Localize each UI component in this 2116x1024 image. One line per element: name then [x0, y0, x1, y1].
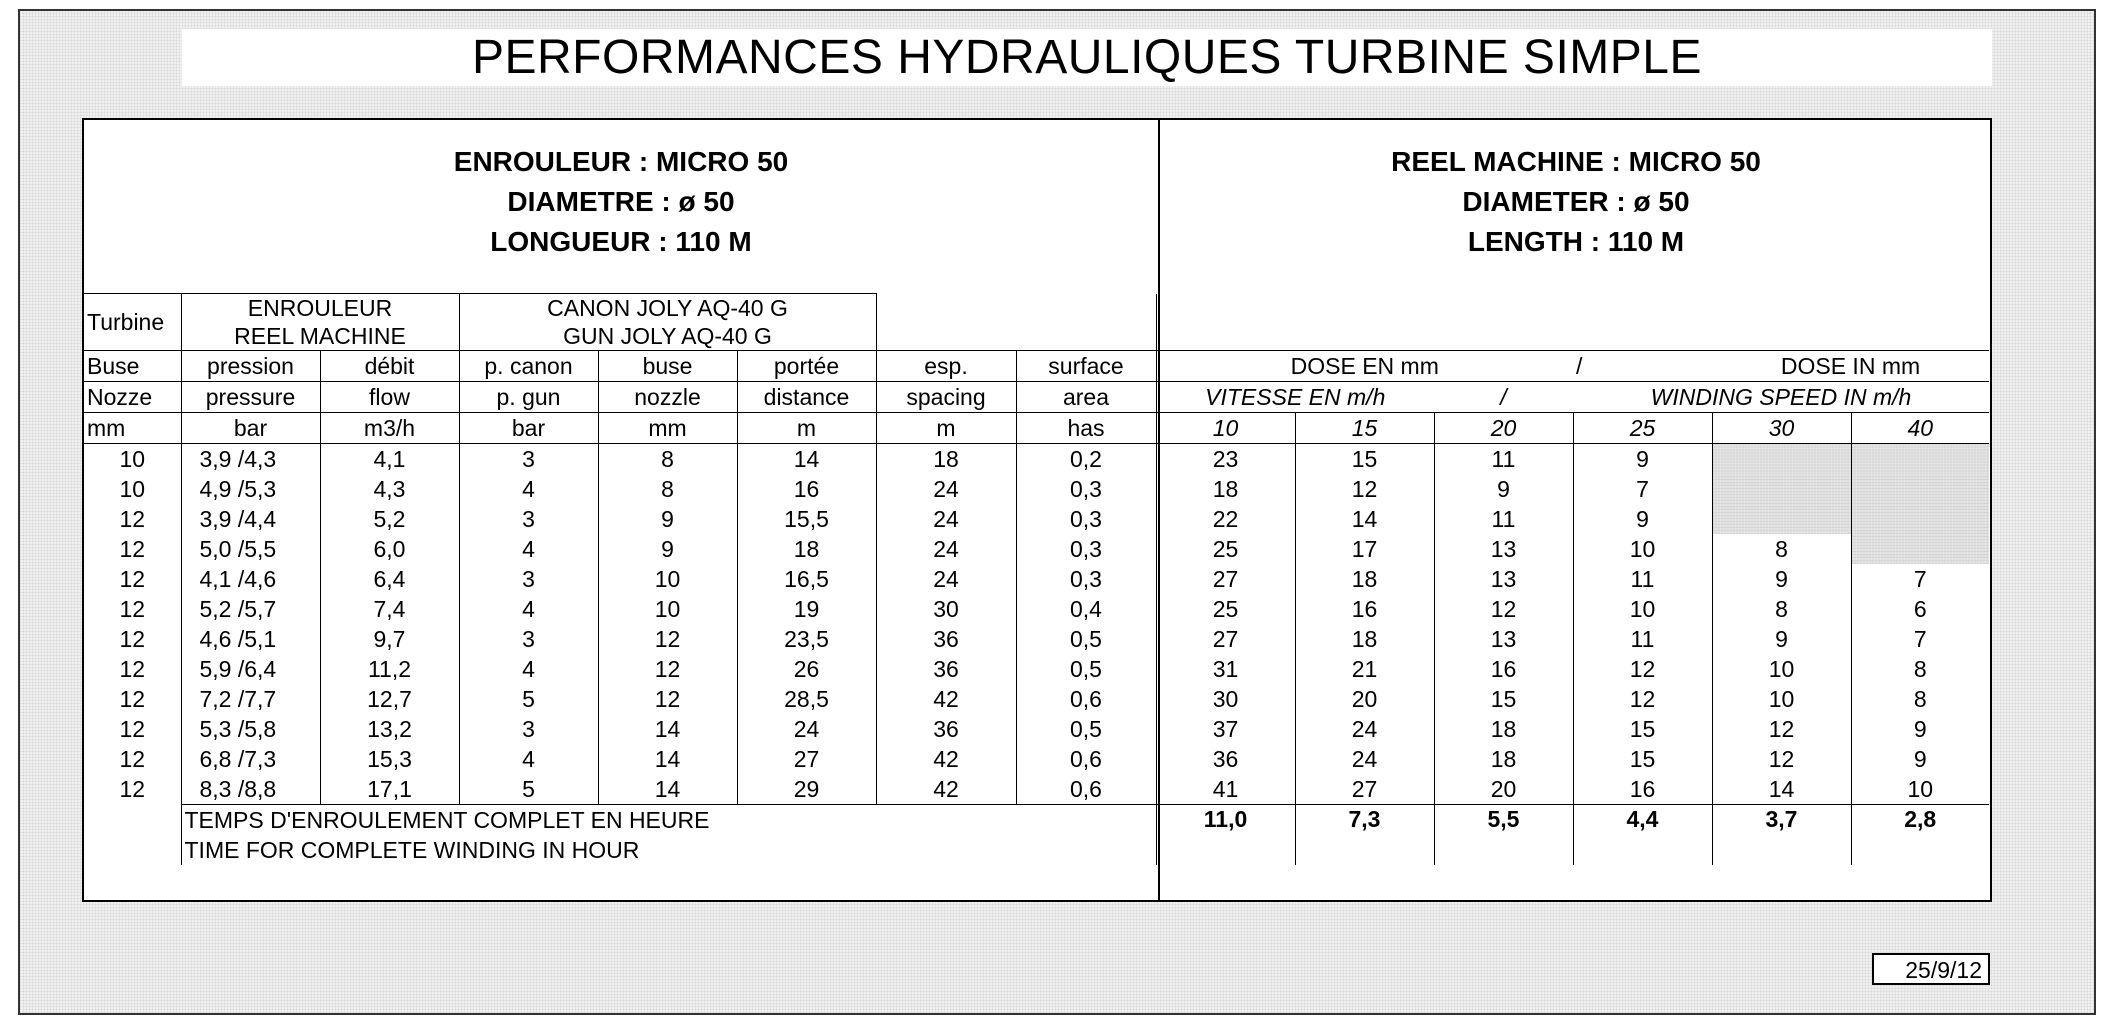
table-cell: 9 — [1851, 714, 1989, 744]
table-cell: 4,3 — [320, 474, 459, 504]
table-row — [84, 654, 1989, 684]
table-cell: 22 — [1156, 504, 1295, 534]
table-cell: 0,3 — [1016, 564, 1156, 594]
unit-gun-nozzle: mm — [598, 413, 737, 444]
group-reel-fr: ENROULEUR — [247, 295, 393, 321]
table-cell: 25 — [1156, 594, 1295, 624]
table-cell: 10 — [84, 444, 181, 475]
group-reel — [181, 294, 459, 351]
table-cell: 0,6 — [1016, 744, 1156, 774]
table-cell: 4 — [459, 534, 598, 564]
units-row — [84, 413, 1989, 444]
table-row — [84, 774, 1989, 805]
table-cell: 21 — [1295, 654, 1434, 684]
table-cell — [1851, 504, 1989, 534]
table-cell: 7 — [1573, 474, 1712, 504]
table-cell — [1712, 444, 1851, 475]
table-cell: 11 — [1573, 624, 1712, 654]
table-cell: 14 — [737, 444, 876, 475]
table-cell: 16 — [1573, 774, 1712, 805]
table-cell: 11 — [1434, 444, 1573, 475]
table-cell: 4,1 — [320, 444, 459, 475]
speed-15: 15 — [1295, 413, 1434, 444]
table-cell: 10 — [1573, 594, 1712, 624]
table-cell: 12 — [84, 594, 181, 624]
speed-30: 30 — [1712, 413, 1851, 444]
dose-en: DOSE IN mm — [1712, 351, 1989, 382]
header-english — [1160, 120, 1992, 292]
dose-fr: DOSE EN mm — [1156, 351, 1573, 382]
footer-fr: TEMPS D'ENROULEMENT COMPLET EN HEURE — [181, 805, 1156, 836]
table-cell: 15 — [1295, 444, 1434, 475]
table-cell: 16 — [1434, 654, 1573, 684]
table-cell: 0,5 — [1016, 624, 1156, 654]
table-row — [84, 744, 1989, 774]
table-cell: 6,8 /7,3 — [181, 744, 320, 774]
group-gun-en: GUN JOLY AQ-40 G — [563, 323, 772, 349]
table-cell: 0,6 — [1016, 774, 1156, 805]
table-row — [84, 444, 1989, 475]
table-cell: 16,5 — [737, 564, 876, 594]
table-cell: 9 — [1573, 444, 1712, 475]
table-cell: 3 — [459, 504, 598, 534]
table-cell: 9 — [1573, 504, 1712, 534]
table-cell: 12 — [84, 504, 181, 534]
table-row — [84, 474, 1989, 504]
table-cell: 15,5 — [737, 504, 876, 534]
footer-en: TIME FOR COMPLETE WINDING IN HOUR — [181, 835, 1156, 865]
table-cell: 24 — [876, 474, 1016, 504]
table-cell: 23,5 — [737, 624, 876, 654]
header-fr-diameter: DIAMETRE : ø 50 — [507, 186, 735, 217]
table-cell: 36 — [876, 654, 1016, 684]
table-cell: 24 — [876, 534, 1016, 564]
table-cell: 12 — [1573, 654, 1712, 684]
table-cell: 13 — [1434, 564, 1573, 594]
table-cell: 0,3 — [1016, 534, 1156, 564]
table-cell: 10 — [84, 474, 181, 504]
table-cell: 24 — [876, 564, 1016, 594]
table-cell: 12 — [1295, 474, 1434, 504]
time-10: 11,0 — [1156, 805, 1295, 866]
table-cell: 3 — [459, 444, 598, 475]
table-cell: 8 — [1851, 654, 1989, 684]
table-cell: 12 — [1712, 714, 1851, 744]
group-gun — [459, 294, 876, 351]
table-row — [84, 594, 1989, 624]
table-cell: 9 — [1712, 564, 1851, 594]
table-cell: 4,6 /5,1 — [181, 624, 320, 654]
table-cell: 18 — [1434, 744, 1573, 774]
page-title: PERFORMANCES HYDRAULIQUES TURBINE SIMPLE — [182, 29, 1992, 86]
table-cell: 0,3 — [1016, 504, 1156, 534]
table-cell: 3 — [459, 564, 598, 594]
table-cell: 41 — [1156, 774, 1295, 805]
table-cell: 5,2 — [320, 504, 459, 534]
table-cell: 19 — [737, 594, 876, 624]
table-row — [84, 564, 1989, 594]
time-20: 5,5 — [1434, 805, 1573, 866]
table-row — [84, 534, 1989, 564]
table-cell: 7,4 — [320, 594, 459, 624]
time-15: 7,3 — [1295, 805, 1434, 866]
table-cell: 20 — [1295, 684, 1434, 714]
unit-distance: m — [737, 413, 876, 444]
table-cell: 24 — [876, 504, 1016, 534]
column-header-en-row — [84, 382, 1989, 413]
table-cell: 16 — [1295, 594, 1434, 624]
col-fr-gun-nozzle: buse — [598, 351, 737, 382]
table-cell: 8 — [1712, 594, 1851, 624]
table-cell: 13,2 — [320, 714, 459, 744]
table-cell: 27 — [737, 744, 876, 774]
table-cell: 5,2 /5,7 — [181, 594, 320, 624]
table-cell: 10 — [1573, 534, 1712, 564]
table-cell: 12 — [84, 534, 181, 564]
table-cell: 18 — [737, 534, 876, 564]
table-cell — [1851, 474, 1989, 504]
data-rows — [84, 444, 1989, 805]
table-row — [84, 504, 1989, 534]
table-cell: 12 — [1712, 744, 1851, 774]
time-25: 4,4 — [1573, 805, 1712, 866]
table-cell: 9 — [1851, 744, 1989, 774]
table-cell: 3,9 /4,3 — [181, 444, 320, 475]
col-en-distance: distance — [737, 382, 876, 413]
performance-table — [84, 293, 1989, 865]
table-cell: 5 — [459, 684, 598, 714]
header-en-reel: REEL MACHINE : MICRO 50 — [1391, 146, 1761, 177]
table-cell: 0,4 — [1016, 594, 1156, 624]
table-cell: 10 — [598, 594, 737, 624]
table-cell: 28,5 — [737, 684, 876, 714]
table-cell: 12 — [1573, 684, 1712, 714]
table-cell: 24 — [1295, 714, 1434, 744]
table-cell: 11 — [1573, 564, 1712, 594]
table-cell: 16 — [737, 474, 876, 504]
speed-fr: VITESSE EN m/h — [1156, 382, 1434, 413]
table-cell: 14 — [598, 744, 737, 774]
col-en-gun-pressure: p. gun — [459, 382, 598, 413]
col-en-spacing: spacing — [876, 382, 1016, 413]
table-cell: 42 — [876, 684, 1016, 714]
table-cell: 7 — [1851, 624, 1989, 654]
table-cell: 5,9 /6,4 — [181, 654, 320, 684]
col-en-nozzle: Nozze — [84, 382, 181, 413]
table-cell: 31 — [1156, 654, 1295, 684]
col-en-gun-nozzle: nozzle — [598, 382, 737, 413]
speed-25: 25 — [1573, 413, 1712, 444]
table-cell: 4,1 /4,6 — [181, 564, 320, 594]
table-cell: 12 — [84, 774, 181, 805]
table-cell: 9 — [598, 504, 737, 534]
table-cell: 42 — [876, 744, 1016, 774]
unit-spacing: m — [876, 413, 1016, 444]
table-cell: 12 — [598, 684, 737, 714]
col-en-area: area — [1016, 382, 1156, 413]
table-cell: 0,5 — [1016, 714, 1156, 744]
table-cell: 15 — [1434, 684, 1573, 714]
table-cell: 10 — [1851, 774, 1989, 805]
table-cell: 4 — [459, 474, 598, 504]
table-cell: 23 — [1156, 444, 1295, 475]
table-cell: 27 — [1295, 774, 1434, 805]
performance-table-frame — [82, 118, 1992, 902]
table-cell: 24 — [737, 714, 876, 744]
table-cell: 20 — [1434, 774, 1573, 805]
table-cell: 9 — [598, 534, 737, 564]
table-cell: 27 — [1156, 624, 1295, 654]
table-cell: 25 — [1156, 534, 1295, 564]
table-cell: 12,7 — [320, 684, 459, 714]
table-cell: 8 — [598, 474, 737, 504]
speed-10: 10 — [1156, 413, 1295, 444]
unit-gun-pressure: bar — [459, 413, 598, 444]
col-fr-pressure: pression — [181, 351, 320, 382]
table-cell: 4,9 /5,3 — [181, 474, 320, 504]
table-cell: 18 — [1156, 474, 1295, 504]
table-cell: 12 — [84, 624, 181, 654]
table-cell: 17,1 — [320, 774, 459, 805]
table-cell: 4 — [459, 654, 598, 684]
table-cell: 18 — [1295, 564, 1434, 594]
table-cell: 12 — [598, 654, 737, 684]
table-cell: 13 — [1434, 624, 1573, 654]
table-cell: 4 — [459, 744, 598, 774]
table-cell: 3 — [459, 624, 598, 654]
table-cell: 8,3 /8,8 — [181, 774, 320, 805]
table-cell: 18 — [876, 444, 1016, 475]
table-cell: 12 — [84, 684, 181, 714]
table-cell: 15 — [1573, 744, 1712, 774]
unit-nozzle: mm — [84, 413, 181, 444]
col-fr-area: surface — [1016, 351, 1156, 382]
table-cell: 11 — [1434, 504, 1573, 534]
turbine-label: Turbine — [84, 294, 181, 351]
table-cell: 7,2 /7,7 — [181, 684, 320, 714]
table-cell: 12 — [84, 714, 181, 744]
table-cell: 18 — [1295, 624, 1434, 654]
table-cell: 9 — [1434, 474, 1573, 504]
table-cell: 37 — [1156, 714, 1295, 744]
table-cell: 9 — [1712, 624, 1851, 654]
table-cell: 36 — [876, 714, 1016, 744]
table-cell — [1851, 444, 1989, 475]
table-cell: 15,3 — [320, 744, 459, 774]
unit-pressure: bar — [181, 413, 320, 444]
table-cell: 17 — [1295, 534, 1434, 564]
table-cell: 3,9 /4,4 — [181, 504, 320, 534]
table-cell: 6,4 — [320, 564, 459, 594]
table-cell: 0,2 — [1016, 444, 1156, 475]
table-cell: 12 — [84, 654, 181, 684]
table-cell: 14 — [1712, 774, 1851, 805]
table-cell: 36 — [876, 624, 1016, 654]
group-reel-en: REEL MACHINE — [234, 323, 406, 349]
table-cell: 11,2 — [320, 654, 459, 684]
header-french — [84, 120, 1158, 292]
col-fr-nozzle: Buse — [84, 351, 181, 382]
table-cell: 14 — [1295, 504, 1434, 534]
table-cell: 4 — [459, 594, 598, 624]
col-fr-distance: portée — [737, 351, 876, 382]
table-cell: 6,0 — [320, 534, 459, 564]
table-cell: 8 — [1712, 534, 1851, 564]
unit-flow: m3/h — [320, 413, 459, 444]
table-cell: 6 — [1851, 594, 1989, 624]
col-fr-gun-pressure: p. canon — [459, 351, 598, 382]
table-row — [84, 684, 1989, 714]
time-30: 3,7 — [1712, 805, 1851, 866]
col-fr-flow: débit — [320, 351, 459, 382]
table-cell: 5,3 /5,8 — [181, 714, 320, 744]
table-cell: 12 — [598, 624, 737, 654]
group-header-row — [84, 294, 1989, 351]
dose-slash: / — [1573, 351, 1712, 382]
table-cell: 15 — [1573, 714, 1712, 744]
table-cell: 3 — [459, 714, 598, 744]
table-cell: 8 — [598, 444, 737, 475]
table-cell: 42 — [876, 774, 1016, 805]
table-cell — [1712, 504, 1851, 534]
table-cell: 14 — [598, 714, 737, 744]
table-cell: 12 — [84, 744, 181, 774]
speed-20: 20 — [1434, 413, 1573, 444]
table-cell: 36 — [1156, 744, 1295, 774]
col-en-flow: flow — [320, 382, 459, 413]
date-stamp: 25/9/12 — [1872, 953, 1990, 985]
table-cell: 30 — [1156, 684, 1295, 714]
footer-row-fr — [84, 805, 1989, 836]
table-cell: 10 — [598, 564, 737, 594]
table-cell — [1851, 534, 1989, 564]
table-cell: 5,0 /5,5 — [181, 534, 320, 564]
header-fr-reel: ENROULEUR : MICRO 50 — [453, 146, 789, 177]
header-fr-length: LONGUEUR : 110 M — [490, 226, 752, 257]
table-cell: 30 — [876, 594, 1016, 624]
table-cell: 7 — [1851, 564, 1989, 594]
header-en-diameter: DIAMETER : ø 50 — [1462, 186, 1690, 217]
unit-area: has — [1016, 413, 1156, 444]
table-row — [84, 714, 1989, 744]
table-cell: 12 — [84, 564, 181, 594]
col-fr-spacing: esp. — [876, 351, 1016, 382]
table-cell: 29 — [737, 774, 876, 805]
table-cell: 27 — [1156, 564, 1295, 594]
speed-en: WINDING SPEED IN m/h — [1573, 382, 1989, 413]
table-cell: 0,6 — [1016, 684, 1156, 714]
table-cell: 10 — [1712, 684, 1851, 714]
table-cell: 0,3 — [1016, 474, 1156, 504]
group-gun-fr: CANON JOLY AQ-40 G — [547, 295, 788, 321]
table-cell: 26 — [737, 654, 876, 684]
table-cell: 0,5 — [1016, 654, 1156, 684]
col-en-pressure: pressure — [181, 382, 320, 413]
speed-slash: / — [1434, 382, 1573, 413]
table-cell: 13 — [1434, 534, 1573, 564]
time-40: 2,8 — [1851, 805, 1989, 866]
table-cell: 12 — [1434, 594, 1573, 624]
table-cell: 14 — [598, 774, 737, 805]
table-row — [84, 624, 1989, 654]
table-cell: 10 — [1712, 654, 1851, 684]
table-cell: 24 — [1295, 744, 1434, 774]
header-en-length: LENGTH : 110 M — [1467, 226, 1685, 257]
speed-40: 40 — [1851, 413, 1989, 444]
table-cell: 8 — [1851, 684, 1989, 714]
table-cell: 5 — [459, 774, 598, 805]
table-cell: 9,7 — [320, 624, 459, 654]
column-header-fr-row — [84, 351, 1989, 382]
table-cell: 18 — [1434, 714, 1573, 744]
table-cell — [1712, 474, 1851, 504]
